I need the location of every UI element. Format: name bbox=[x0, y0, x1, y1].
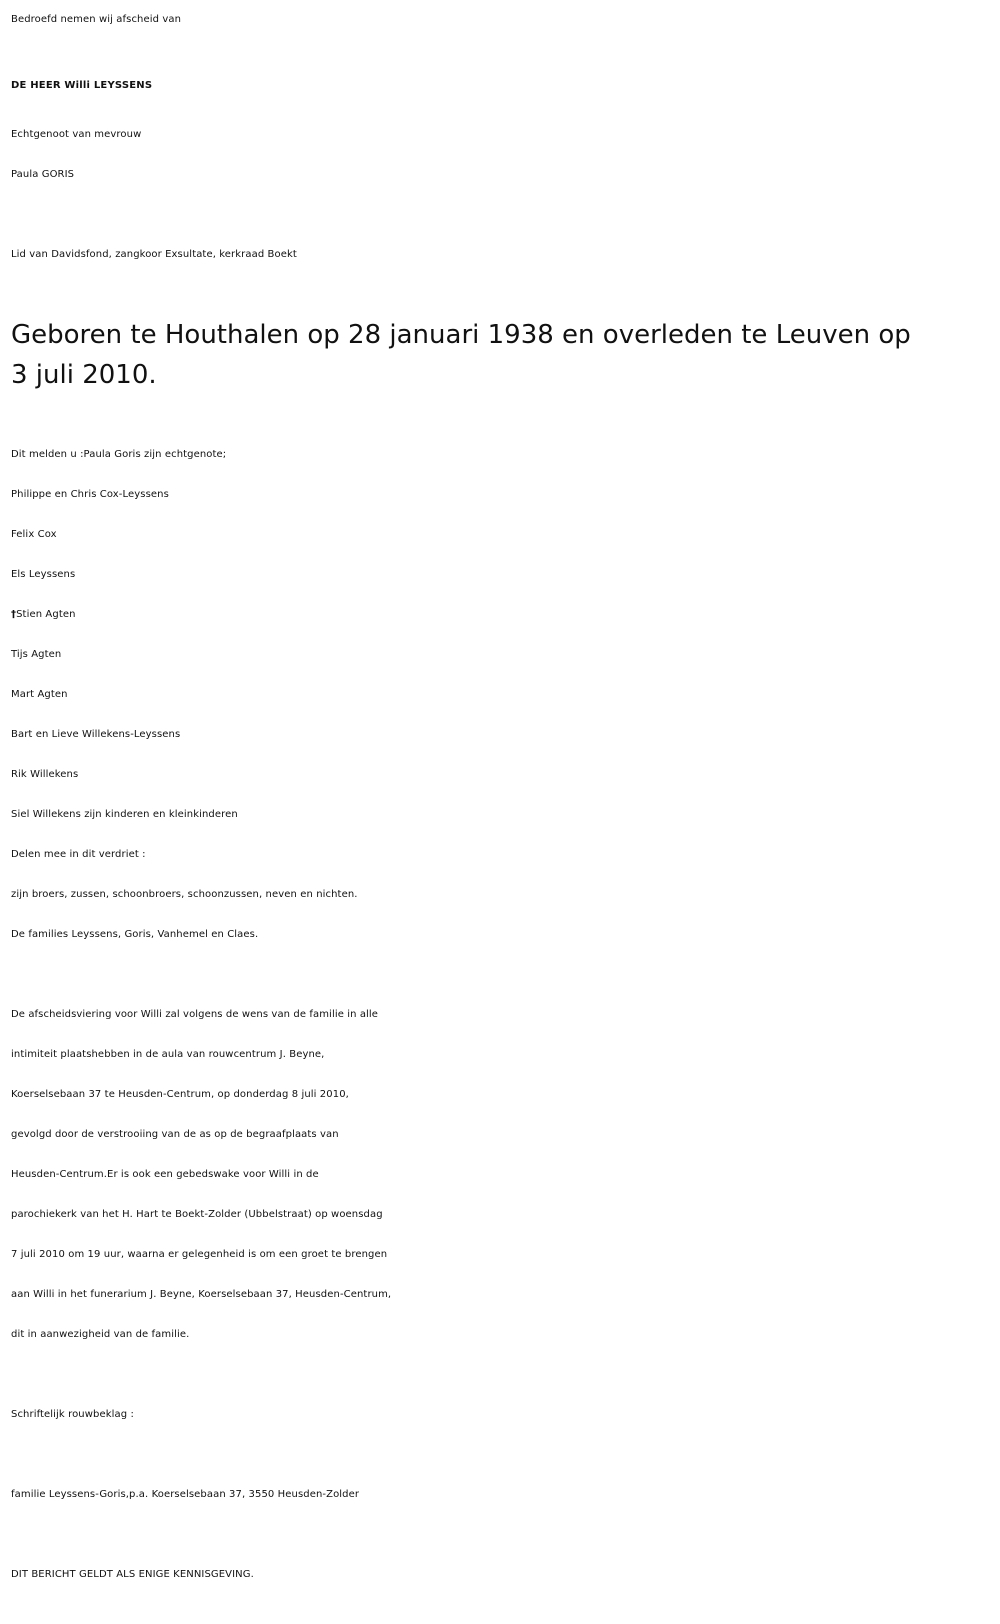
ceremony-line: dit in aanwezigheid van de familie. bbox=[11, 1329, 190, 1340]
family-member: Tijs Agten bbox=[11, 649, 62, 660]
birth-death-text: Geboren te Houthalen op 28 januari 1938 en overleden te Leuven op 3 juli 2010. bbox=[11, 320, 911, 390]
spacer bbox=[11, 195, 993, 235]
family-member: Mart Agten bbox=[11, 689, 68, 700]
spacer bbox=[11, 1355, 993, 1395]
ceremony-line: intimiteit plaatshebben in de aula van rouwcentrum J. Beyne, bbox=[11, 1049, 325, 1060]
family-member-deceased bbox=[11, 595, 993, 635]
ceremony-line: Heusden-Centrum.Er is ook een gebedswake voor Willi in de bbox=[11, 1169, 319, 1180]
spacer bbox=[11, 955, 993, 995]
condolence-address: familie Leyssens-Goris,p.a. Koerselsebaan 37, 3550 Heusden-Zolder bbox=[11, 1489, 360, 1500]
closing-notice: DIT BERICHT GELDT ALS ENIGE KENNISGEVING. bbox=[11, 1569, 254, 1580]
family-member: Philippe en Chris Cox-Leyssens bbox=[11, 489, 169, 500]
family-member: Els Leyssens bbox=[11, 569, 76, 580]
family-member: Delen mee in dit verdriet : bbox=[11, 849, 146, 860]
ceremony-line: 7 juli 2010 om 19 uur, waarna er gelegenheid is om een groet te brengen bbox=[11, 1249, 388, 1260]
spacer bbox=[11, 1515, 993, 1555]
ceremony-line: gevolgd door de verstrooiing van de as op de begraafplaats van bbox=[11, 1129, 339, 1140]
family-member: Siel Willekens zijn kinderen en kleinkinderen bbox=[11, 809, 238, 820]
ceremony-line: parochiekerk van het H. Hart te Boekt-Zolder (Ubbelstraat) op woensdag bbox=[11, 1209, 383, 1220]
intro-text: Bedroefd nemen wij afscheid van bbox=[11, 14, 182, 25]
ceremony-line: Koerselsebaan 37 te Heusden-Centrum, op donderdag 8 juli 2010, bbox=[11, 1089, 349, 1100]
family-member: Felix Cox bbox=[11, 529, 57, 540]
ceremony-line: aan Willi in het funerarium J. Beyne, Koerselsebaan 37, Heusden-Centrum, bbox=[11, 1289, 392, 1300]
membership-text: Lid van Davidsfond, zangkoor Exsultate, kerkraad Boekt bbox=[11, 249, 297, 260]
spacer bbox=[11, 395, 993, 435]
family-member: De families Leyssens, Goris, Vanhemel en Claes. bbox=[11, 929, 259, 940]
spacer bbox=[11, 1435, 993, 1475]
family-member-name: Stien Agten bbox=[16, 609, 76, 620]
obituary-notice bbox=[11, 0, 993, 1595]
cross-icon: † bbox=[11, 609, 17, 620]
announcers-intro: Dit melden u :Paula Goris zijn echtgenote; bbox=[11, 449, 227, 460]
family-member: zijn broers, zussen, schoonbroers, schoonzussen, neven en nichten. bbox=[11, 889, 358, 900]
family-member: Bart en Lieve Willekens-Leyssens bbox=[11, 729, 181, 740]
ceremony-line: De afscheidsviering voor Willi zal volgens de wens van de familie in alle bbox=[11, 1009, 379, 1020]
spouse-label: Echtgenoot van mevrouw bbox=[11, 129, 142, 140]
condolence-label: Schriftelijk rouwbeklag : bbox=[11, 1409, 134, 1420]
spacer bbox=[11, 275, 993, 315]
spouse-name: Paula GORIS bbox=[11, 169, 75, 180]
family-member: Rik Willekens bbox=[11, 769, 79, 780]
deceased-name: DE HEER Willi LEYSSENS bbox=[11, 80, 153, 91]
